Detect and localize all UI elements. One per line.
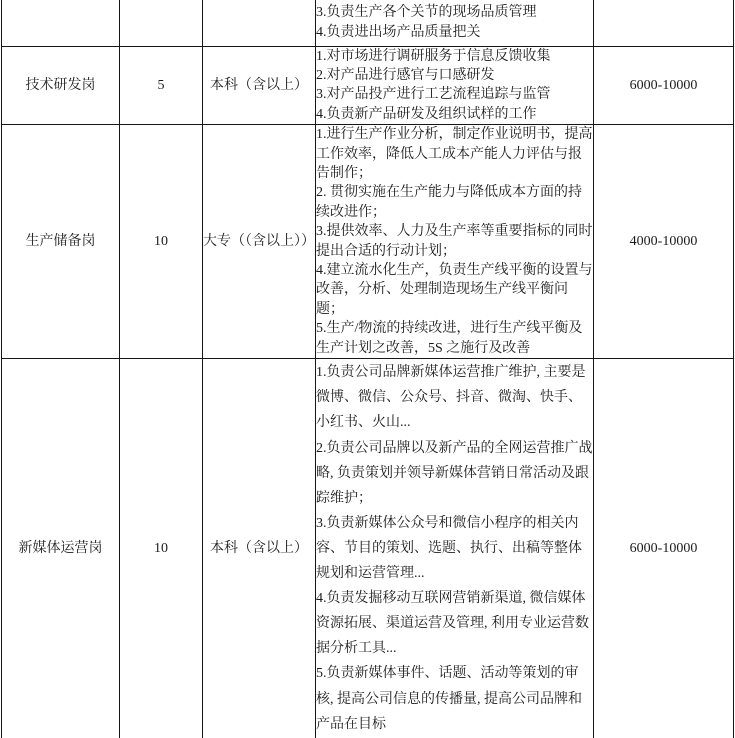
duties-list — [316, 360, 593, 736]
duty-line: 3.负责新媒体公众号和微信小程序的相关内容、节目的策划、选题、执行、出稿等整体规划和运营管理... — [316, 515, 582, 582]
table-row — [2, 46, 734, 125]
cell-headcount: 10 — [120, 125, 203, 359]
cell-headcount: 5 — [120, 46, 203, 125]
cell-salary — [594, 0, 734, 46]
duty-line: 2.对产品进行感官与口感研发 — [316, 67, 495, 83]
duty-line: 4.负责发掘移动互联网营销新渠道, 微信媒体资源拓展、渠道运营及管理, 利用专业运营数据分析工具... — [316, 591, 589, 657]
cell-position — [2, 0, 120, 46]
cell-salary: 6000-10000 — [594, 46, 734, 125]
cell-duties — [316, 46, 594, 125]
cell-duties — [316, 359, 594, 738]
duty-line: 3.负责生产各个关节的现场品质管理 — [316, 5, 537, 21]
job-positions-table — [1, 0, 734, 738]
cell-duties — [316, 125, 594, 359]
duty-line: 1.负责公司品牌新媒体运营推广维护, 主要是微博、微信、公众号、抖音、微淘、快手、小红书、火山... — [316, 365, 586, 431]
cell-position: 生产储备岗 — [2, 125, 120, 359]
cell-headcount: 10 — [120, 359, 203, 738]
duties-list — [316, 125, 593, 358]
cell-education: 本科（含以上） — [203, 46, 316, 125]
duty-line: 4.建立流水化生产，负责生产线平衡的设置与改善，分析、处理制造现场生产线平衡问题； — [316, 262, 593, 317]
duty-line: 2.负责公司品牌以及新产品的全网运营推广战略, 负责策划并领导新媒体营销日常活动及跟踪维护； — [316, 440, 593, 506]
cell-salary: 4000-10000 — [594, 125, 734, 359]
cell-education: 本科（含以上） — [203, 359, 316, 738]
duty-line: 5.负责新媒体事件、话题、活动等策划的审核, 提高公司信息的传播量, 提高公司品牌和产品在目标 — [316, 666, 582, 732]
cell-headcount — [120, 0, 203, 46]
cell-position: 新媒体运营岗 — [2, 359, 120, 738]
duties-list — [316, 47, 593, 125]
duty-line: 3.提供效率、人力及生产率等重要指标的同时提出合适的行动计划； — [316, 224, 593, 259]
duty-line: 1.对市场进行调研服务于信息反馈收集 — [316, 48, 551, 64]
table-row — [2, 359, 734, 738]
duty-line: 1.进行生产作业分析，制定作业说明书，提高工作效率，降低人工成本产能人力评估与报告制作； — [316, 127, 593, 181]
duties-list — [316, 3, 593, 42]
duty-line: 3.对产品投产进行工艺流程追踪与监管 — [316, 87, 551, 103]
duty-line: 5.生产/物流的持续改进，进行生产线平衡及生产计划之改善，5S 之施行及改善 — [316, 321, 583, 356]
cell-duties — [316, 0, 594, 46]
table-row — [2, 0, 734, 46]
cell-position: 技术研发岗 — [2, 46, 120, 125]
duty-line: 4.负责进出场产品质量把关 — [316, 24, 481, 40]
table-row — [2, 125, 734, 359]
duty-line: 4.负责新产品研发及组织试样的工作 — [316, 106, 537, 122]
cell-education: 大专（（含以上）） — [203, 125, 316, 359]
cell-salary: 6000-10000 — [594, 359, 734, 738]
duty-line: 2. 贯彻实施在生产能力与降低成本方面的持续改进作； — [316, 185, 582, 220]
cell-education — [203, 0, 316, 46]
